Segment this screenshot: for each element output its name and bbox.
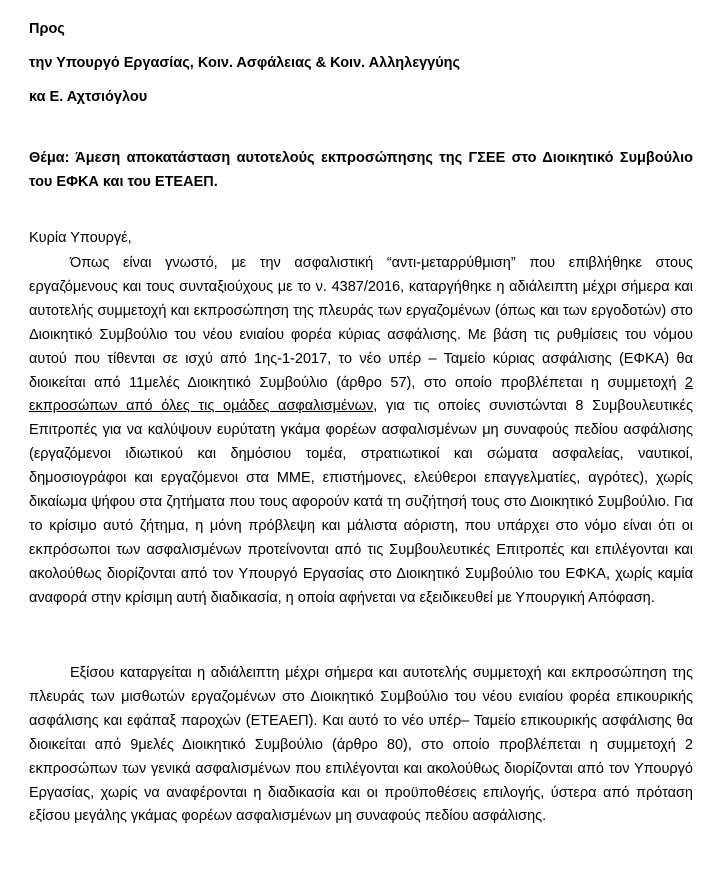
recipient-name: κα Ε. Αχτσιόγλου <box>29 89 148 105</box>
paragraph-1-text-end: , για τις οποίες συνιστώνται 8 Συμβουλευτικές Επιτροπές για να καλύψουν ευρύτατη γκάμα φορέων ασφαλισμένων μη συναφούς πεδίου ασφάλισης (εργαζόμενοι ιδιωτικού και δημόσιου τομέα, στρατιωτικοί και σώματα ασφαλείας, ναυτικοί, δημοσιογράφοι και εργαζόμενοι στα ΜΜΕ, επιστήμονες, ελεύθεροι επαγγελματίες, αγρότες), χωρίς δικαίωμα ψήφου στα ζητήματα που τους αφορούν κατά τη συζήτησή τους στο Διοικητικό Συμβούλιο. Για το κρίσιμο αυτό ζήτημα, η μόνη πρόβλεψη και μάλιστα αόριστη, που υπάρχει στο νόμο είναι ότι οι εκπρόσωποι των ασφαλισμένων προτείνονται από τις Συμβουλευτικές Επιτροπές και επιλέγονται και ακολούθως διορίζονται από τον Υπουργό Εργασίας στο Διοικητικό Συμβούλιο του ΕΦΚΑ, χωρίς καμία αναφορά στην κρίσιμη αυτή διαδικασία, η οποία αφήνεται να εξειδικευθεί με Υπουργική Απόφαση. <box>29 398 693 606</box>
paragraph-1-text-start: Όπως είναι γνωστό, με την ασφαλιστική “αντι-μεταρρύθμιση” που επιβλήθηκε στους εργαζόμενους και τους συνταξιούχους με το ν. 4387/2016, καταργήθηκε η αδιάλειπτη μέχρι σήμερα και αυτοτελής συμμετοχή και εκπροσώπηση της πλευράς των εργαζομένων (όπως και των εργοδοτών) στο Διοικητικό Συμβούλιο του νέου ενιαίου φορέα κύριας ασφάλισης. Με βάση τις ρυθμίσεις του νόμου αυτού που τίθενται σε ισχύ από 1ης-1-2017, το νέο υπέρ – Ταμείο κύριας ασφάλισης (ΕΦΚΑ) θα διοικείται από 11μελές Διοικητικό Συμβούλιο (άρθρο 57), στο οποίο προβλέπεται η συμμετοχή <box>29 255 693 391</box>
recipient-ministry: την Υπουργό Εργασίας, Κοιν. Ασφάλειας & Κοιν. Αλληλεγγύης <box>29 55 461 71</box>
greeting: Κυρία Υπουργέ, <box>29 230 132 246</box>
body-paragraph-1 <box>29 252 693 611</box>
body-paragraph-2: Εξίσου καταργείται η αδιάλειπτη μέχρι σήμερα και αυτοτελής συμμετοχή και εκπροσώπηση της πλευράς των μισθωτών εργαζομένων στο Διοικητικό Συμβούλιο του νέου ενιαίου φορέα επικουρικής ασφάλισης και εφάπαξ παροχών (ΕΤΕΑΕΠ). Και αυτό το νέο υπέρ– Ταμείο επικουρικής ασφάλισης θα διοικείται από 9μελές Διοικητικό Συμβούλιο (άρθρο 80), στο οποίο προβλέπεται η συμμετοχή 2 εκπροσώπων των γενικά ασφαλισμένων που επιλέγονται και ακολούθως διορίζονται από τον Υπουργό Εργασίας, χωρίς να αναφέρονται η διαδικασία και οι προϋποθέσεις επιλογής, ύστερα από πρόταση εξίσου μεγάλης γκάμας φορέων ασφαλισμένων μη συναφούς πεδίου ασφάλισης. <box>29 665 693 825</box>
subject-text: Άμεση αποκατάσταση αυτοτελούς εκπροσώπησης της ΓΣΕΕ στο Διοικητικό Συμβούλιο του ΕΦΚΑ και του ΕΤΕΑΕΠ. <box>29 150 693 190</box>
subject-label: Θέμα: <box>29 150 70 166</box>
to-label: Προς <box>29 21 65 37</box>
subject-line <box>29 146 693 194</box>
paragraph-1-underlined-text: 2 εκπροσώπων από όλες τις ομάδες ασφαλισμένων <box>29 374 693 415</box>
